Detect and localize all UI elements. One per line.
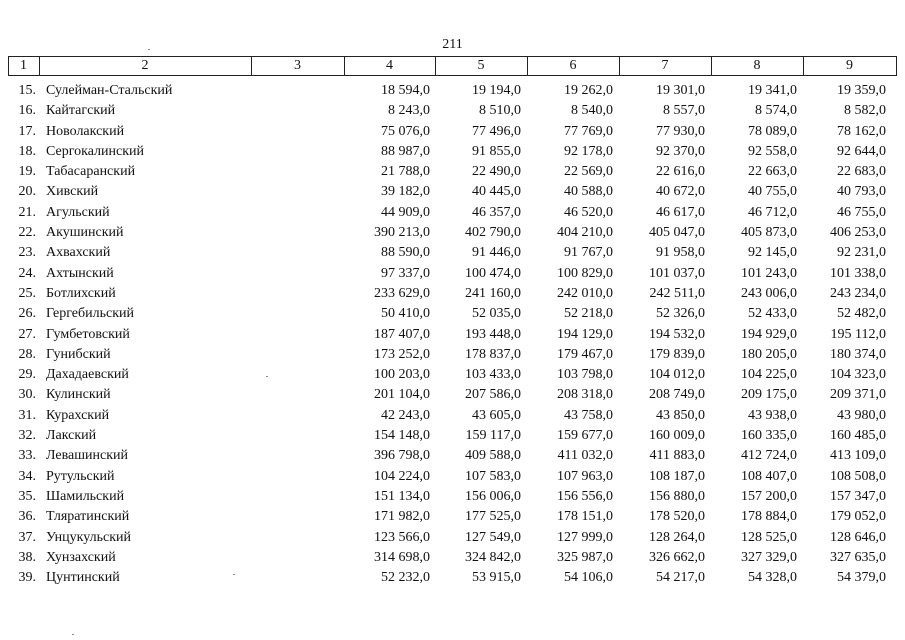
value-col-8: 54 328,0 [748,570,797,586]
value-col-5: 91 855,0 [472,143,521,159]
value-col-9: 195 112,0 [830,326,886,342]
value-col-7: 179 839,0 [649,346,705,362]
district-name: Хивский [46,184,99,200]
value-col-4: 39 182,0 [381,184,430,200]
value-col-7: 101 037,0 [649,265,705,281]
district-name: Унцукульский [46,529,132,545]
value-col-5: 40 445,0 [472,184,521,200]
value-col-5: 241 160,0 [465,285,521,301]
value-col-9: 413 109,0 [830,448,886,464]
value-col-4: 8 243,0 [388,103,430,119]
value-col-4: 233 629,0 [374,285,430,301]
value-col-7: 411 883,0 [649,448,705,464]
value-col-5: 52 035,0 [472,306,521,322]
table-row [0,284,905,304]
header-cell: 3 [294,58,301,73]
row-number: 31. [18,407,36,423]
table-row [0,528,905,548]
value-col-7: 8 557,0 [663,103,705,119]
table-row [0,426,905,446]
value-col-6: 208 318,0 [557,387,613,403]
row-number: 29. [18,367,36,383]
district-name: Тляратинский [46,509,130,525]
value-col-5: 46 357,0 [472,204,521,220]
value-col-9: 92 644,0 [837,143,886,159]
scan-speck [72,634,74,635]
header-cell: 5 [477,58,485,73]
value-col-9: 43 980,0 [837,407,886,423]
value-col-6: 92 178,0 [564,143,613,159]
value-col-6: 40 588,0 [564,184,613,200]
row-number: 35. [18,488,36,504]
value-col-8: 8 574,0 [755,103,797,119]
value-col-5: 22 490,0 [472,164,521,180]
district-name: Сергокалинский [46,143,145,159]
row-number: 20. [18,184,36,200]
row-number: 24. [18,265,36,281]
table-row [0,325,905,345]
value-col-6: 52 218,0 [564,306,613,322]
value-col-4: 171 982,0 [374,509,430,525]
table-row [0,487,905,507]
header-bottom-border [8,75,897,76]
value-col-4: 154 148,0 [374,428,430,444]
value-col-6: 43 758,0 [564,407,613,423]
district-name: Табасаранский [46,164,136,180]
value-col-4: 18 594,0 [381,83,430,98]
district-name: Хунзахский [46,549,116,565]
table-row [0,101,905,121]
value-col-9: 92 231,0 [837,245,886,261]
value-col-9: 22 683,0 [837,164,886,180]
value-col-8: 78 089,0 [748,123,797,139]
value-col-4: 97 337,0 [381,265,430,281]
value-col-6: 91 767,0 [564,245,613,261]
table-row [0,81,905,101]
district-name: Рутульский [46,468,115,484]
value-col-7: 92 370,0 [656,143,705,159]
value-col-5: 103 433,0 [465,367,521,383]
district-name: Сулейман-Стальский [46,83,173,98]
value-col-9: 327 635,0 [830,549,886,565]
scan-speck [233,574,235,575]
value-col-7: 104 012,0 [649,367,705,383]
district-name: Гумбетовский [46,326,130,342]
value-col-8: 104 225,0 [741,367,797,383]
scan-speck [266,376,268,377]
table-row [0,304,905,324]
value-col-7: 43 850,0 [656,407,705,423]
value-col-4: 390 213,0 [374,225,430,241]
value-col-4: 201 104,0 [374,387,430,403]
value-col-7: 194 532,0 [649,326,705,342]
value-col-6: 194 129,0 [557,326,613,342]
header-cell: 4 [386,58,393,73]
value-col-5: 100 474,0 [465,265,521,281]
row-number: 16. [18,103,36,119]
value-col-5: 91 446,0 [472,245,521,261]
value-col-8: 92 558,0 [748,143,797,159]
district-name: Агульский [46,204,110,220]
value-col-9: 180 374,0 [830,346,886,362]
row-number: 30. [18,387,36,403]
table-row [0,365,905,385]
value-col-5: 156 006,0 [465,488,521,504]
value-col-6: 404 210,0 [557,225,613,241]
value-col-8: 412 724,0 [741,448,797,464]
row-number: 34. [18,468,36,484]
value-col-4: 187 407,0 [374,326,430,342]
value-col-6: 159 677,0 [557,428,613,444]
value-col-4: 75 076,0 [381,123,430,139]
value-col-5: 159 117,0 [465,428,521,444]
column-divider [896,57,897,75]
district-name: Левашинский [46,448,129,464]
district-name: Гунибский [46,346,111,362]
value-col-7: 54 217,0 [656,570,705,586]
row-number: 37. [18,529,36,545]
value-col-7: 208 749,0 [649,387,705,403]
value-col-6: 100 829,0 [557,265,613,281]
row-number: 15. [18,83,36,98]
value-col-8: 22 663,0 [748,164,797,180]
district-name: Гергебильский [46,306,134,322]
district-name: Лакский [46,428,97,444]
header-cell: 7 [661,58,669,73]
table-row [0,182,905,202]
value-col-8: 92 145,0 [748,245,797,261]
value-col-5: 127 549,0 [465,529,521,545]
value-col-6: 77 769,0 [564,123,613,139]
value-col-5: 178 837,0 [465,346,521,362]
row-number: 36. [18,509,36,525]
value-col-6: 325 987,0 [557,549,613,565]
value-col-8: 101 243,0 [741,265,797,281]
value-col-5: 43 605,0 [472,407,521,423]
value-col-8: 405 873,0 [741,225,797,241]
value-col-6: 411 032,0 [557,448,613,464]
value-col-8: 19 341,0 [748,83,797,98]
header-cell: 2 [141,58,149,73]
value-col-4: 100 203,0 [374,367,430,383]
value-col-8: 178 884,0 [741,509,797,525]
value-col-9: 406 253,0 [830,225,886,241]
district-name: Цунтинский [46,570,120,586]
district-name: Акушинский [46,225,124,241]
value-col-6: 8 540,0 [571,103,613,119]
row-number: 21. [18,204,36,220]
header-cell: 9 [846,58,853,73]
district-name: Кайтагский [46,103,116,119]
value-col-7: 405 047,0 [649,225,705,241]
value-col-4: 104 224,0 [374,468,430,484]
value-col-5: 8 510,0 [479,103,521,119]
value-col-5: 409 588,0 [465,448,521,464]
row-number: 18. [18,143,36,159]
value-col-8: 194 929,0 [741,326,797,342]
value-col-7: 160 009,0 [649,428,705,444]
value-col-4: 173 252,0 [374,346,430,362]
value-col-4: 88 590,0 [381,245,430,261]
value-col-5: 193 448,0 [465,326,521,342]
value-col-9: 40 793,0 [837,184,886,200]
value-col-4: 21 788,0 [381,164,430,180]
value-col-6: 103 798,0 [557,367,613,383]
value-col-4: 44 909,0 [381,204,430,220]
table-row [0,264,905,284]
value-col-5: 107 583,0 [465,468,521,484]
value-col-6: 156 556,0 [557,488,613,504]
row-number: 27. [18,326,36,342]
value-col-5: 324 842,0 [465,549,521,565]
district-name: Курахский [46,407,110,423]
value-col-4: 42 243,0 [381,407,430,423]
value-col-5: 19 194,0 [472,83,521,98]
table-row [0,223,905,243]
value-col-9: 209 371,0 [830,387,886,403]
district-name: Шамильский [46,488,125,504]
value-col-5: 53 915,0 [472,570,521,586]
district-name: Ботлихский [46,285,116,301]
value-col-8: 243 006,0 [741,285,797,301]
value-col-9: 19 359,0 [837,83,886,98]
value-col-8: 160 335,0 [741,428,797,444]
table-row [0,406,905,426]
value-col-6: 19 262,0 [564,83,613,98]
value-col-9: 157 347,0 [830,488,886,504]
value-col-7: 77 930,0 [656,123,705,139]
value-col-5: 402 790,0 [465,225,521,241]
value-col-9: 128 646,0 [830,529,886,545]
table-row [0,142,905,162]
value-col-5: 177 525,0 [465,509,521,525]
value-col-6: 54 106,0 [564,570,613,586]
value-col-8: 52 433,0 [748,306,797,322]
value-col-8: 327 329,0 [741,549,797,565]
district-name: Ахтынский [46,265,114,281]
value-col-9: 243 234,0 [830,285,886,301]
value-col-9: 179 052,0 [830,509,886,525]
value-col-7: 40 672,0 [656,184,705,200]
table-row [0,548,905,568]
table-row [0,203,905,223]
table-row [0,568,905,588]
value-col-6: 178 151,0 [557,509,613,525]
row-number: 22. [18,225,36,241]
value-col-9: 8 582,0 [844,103,886,119]
table-row [0,507,905,527]
row-number: 33. [18,448,36,464]
value-col-9: 160 485,0 [830,428,886,444]
value-col-8: 108 407,0 [741,468,797,484]
value-col-4: 314 698,0 [374,549,430,565]
district-name: Кулинский [46,387,111,403]
table-body [0,81,905,588]
row-number: 25. [18,285,36,301]
value-col-7: 108 187,0 [649,468,705,484]
row-number: 38. [18,549,36,565]
value-col-5: 207 586,0 [465,387,521,403]
value-col-7: 22 616,0 [656,164,705,180]
value-col-6: 127 999,0 [557,529,613,545]
header-cell: 8 [753,58,761,73]
row-number: 23. [18,245,36,261]
value-col-9: 101 338,0 [830,265,886,281]
value-col-4: 88 987,0 [381,143,430,159]
district-name: Дахадаевский [46,367,129,383]
value-col-9: 108 508,0 [830,468,886,484]
row-number: 26. [18,306,36,322]
table-row [0,345,905,365]
header-cell: 1 [20,58,27,73]
table-row [0,385,905,405]
value-col-4: 123 566,0 [374,529,430,545]
value-col-8: 209 175,0 [741,387,797,403]
value-col-4: 151 134,0 [374,488,430,504]
row-number: 32. [18,428,36,444]
page-number: 211 [442,37,463,52]
row-number: 28. [18,346,36,362]
value-col-7: 242 511,0 [649,285,705,301]
value-col-8: 43 938,0 [748,407,797,423]
row-number: 39. [18,570,36,586]
value-col-9: 52 482,0 [837,306,886,322]
value-col-7: 128 264,0 [649,529,705,545]
value-col-6: 242 010,0 [557,285,613,301]
table-row [0,122,905,142]
district-name: Ахвахский [46,245,111,261]
district-name: Новолакский [46,123,125,139]
row-number: 17. [18,123,36,139]
value-col-7: 46 617,0 [656,204,705,220]
value-col-5: 77 496,0 [472,123,521,139]
value-col-7: 19 301,0 [656,83,705,98]
table-row [0,162,905,182]
value-col-9: 78 162,0 [837,123,886,139]
value-col-7: 52 326,0 [656,306,705,322]
table-row [0,446,905,466]
value-col-9: 46 755,0 [837,204,886,220]
value-col-8: 180 205,0 [741,346,797,362]
value-col-7: 91 958,0 [656,245,705,261]
scan-speck [148,49,150,50]
value-col-4: 50 410,0 [381,306,430,322]
value-col-6: 46 520,0 [564,204,613,220]
value-col-9: 54 379,0 [837,570,886,586]
value-col-4: 52 232,0 [381,570,430,586]
value-col-9: 104 323,0 [830,367,886,383]
value-col-8: 157 200,0 [741,488,797,504]
value-col-7: 326 662,0 [649,549,705,565]
header-cell: 6 [569,58,577,73]
value-col-7: 178 520,0 [649,509,705,525]
table-row [0,243,905,263]
value-col-8: 128 525,0 [741,529,797,545]
value-col-6: 107 963,0 [557,468,613,484]
value-col-6: 179 467,0 [557,346,613,362]
value-col-8: 40 755,0 [748,184,797,200]
value-col-7: 156 880,0 [649,488,705,504]
value-col-8: 46 712,0 [748,204,797,220]
value-col-6: 22 569,0 [564,164,613,180]
table-row [0,467,905,487]
row-number: 19. [18,164,36,180]
value-col-4: 396 798,0 [374,448,430,464]
